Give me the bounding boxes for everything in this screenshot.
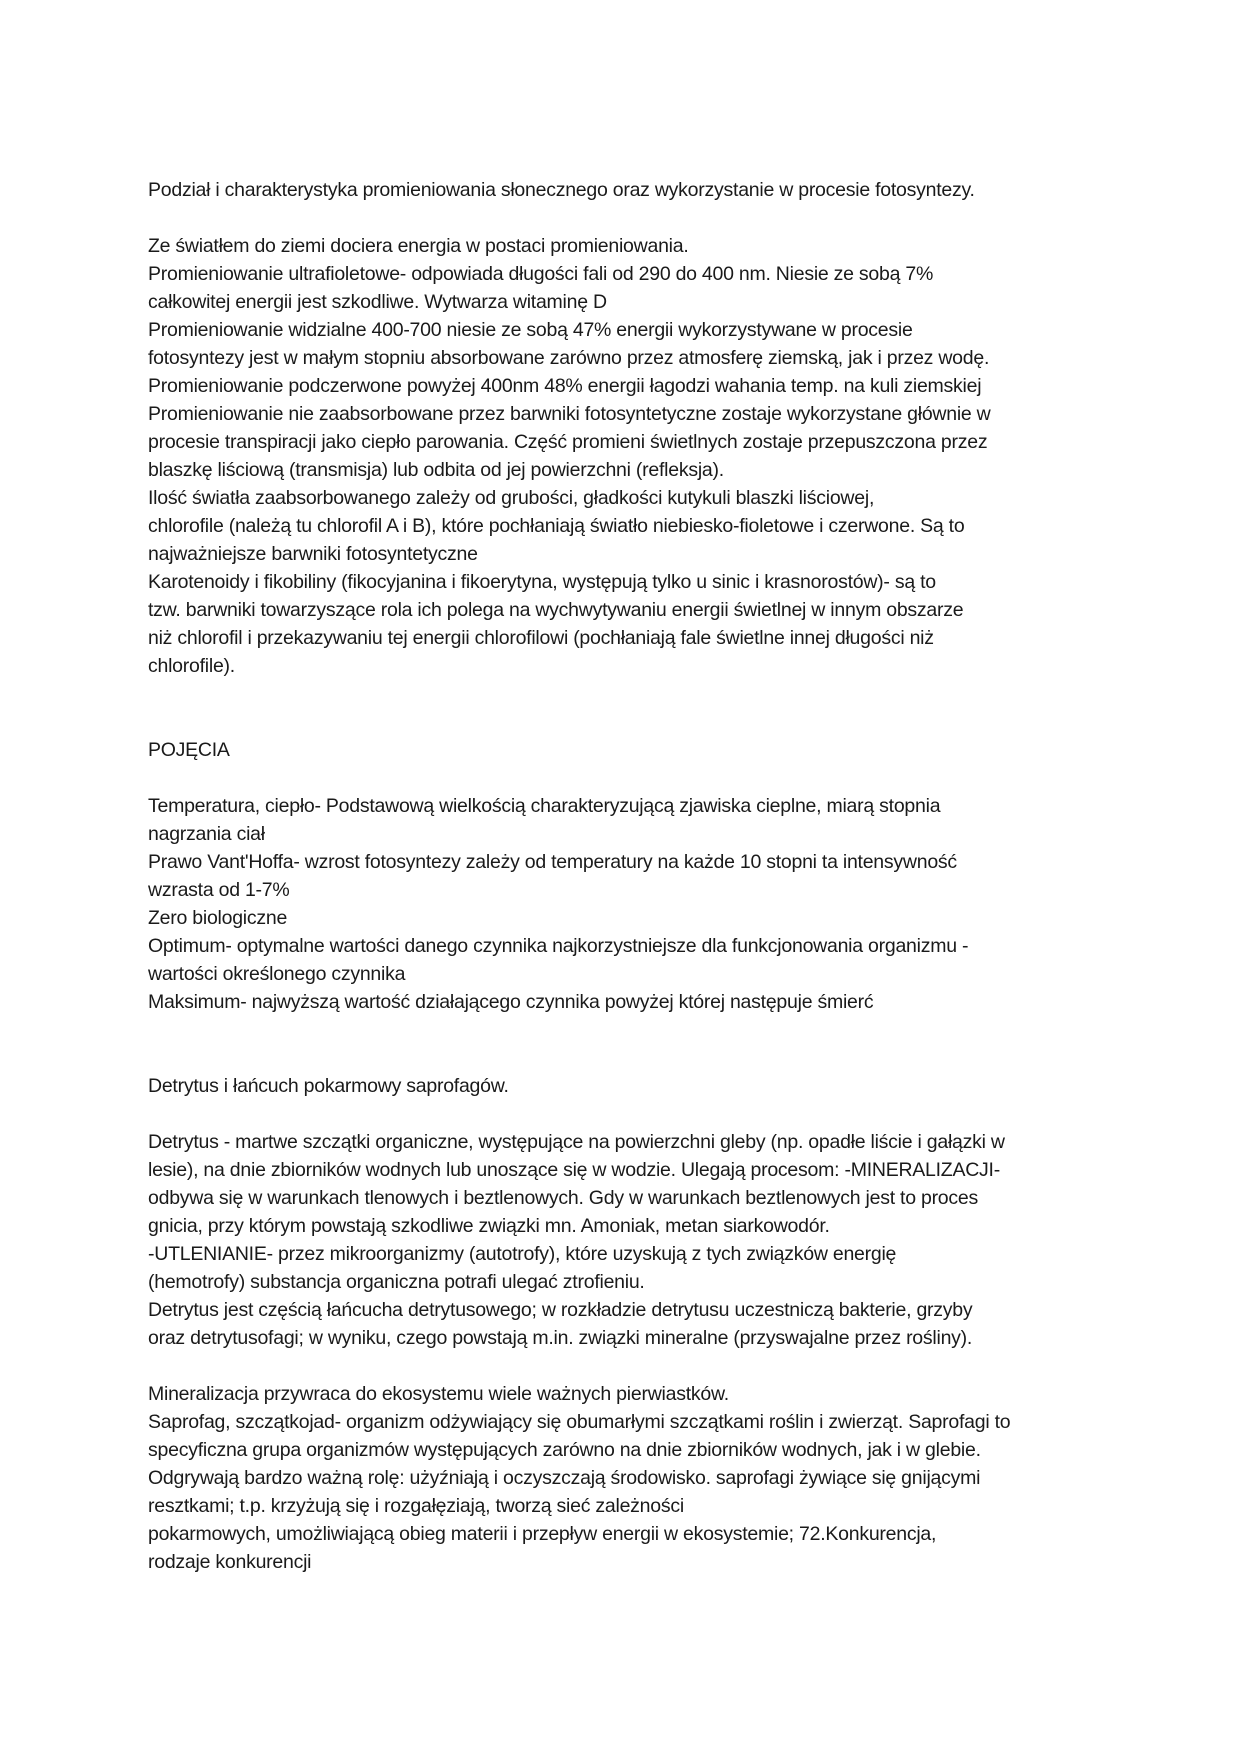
text-line: specyficzna grupa organizmów występujących zarówno na dnie zbiorników wodnych, jak i w glebie. xyxy=(148,1439,981,1461)
spacer xyxy=(148,680,1098,736)
text-line: Mineralizacja przywraca do ekosystemu wiele ważnych pierwiastków. xyxy=(148,1383,729,1405)
spacer xyxy=(148,1100,1098,1128)
text-line: lesie), na dnie zbiorników wodnych lub unoszące się w wodzie. Ulegają procesom: -MINERALIZACJI- xyxy=(148,1159,1000,1181)
spacer xyxy=(148,1352,1098,1380)
text-line: wartości określonego czynnika xyxy=(148,963,406,985)
text-line: pokarmowych, umożliwiającą obieg materii i przepływ energii w ekosystemie; 72.Konkurencja, xyxy=(148,1523,937,1545)
text-line: Promieniowanie nie zaabsorbowane przez barwniki fotosyntetyczne zostaje wykorzystane głównie w xyxy=(148,403,991,425)
text-line: Maksimum- najwyższą wartość działającego czynnika powyżej której następuje śmierć xyxy=(148,991,874,1013)
text-line: wzrasta od 1-7% xyxy=(148,879,290,901)
text-line: Zero biologiczne xyxy=(148,907,288,929)
text-line: Promieniowanie ultrafioletowe- odpowiada długości fali od 290 do 400 nm. Niesie ze sobą 7% xyxy=(148,263,934,285)
section-title-radiation xyxy=(148,176,1098,204)
text-line: Ilość światła zaabsorbowanego zależy od grubości, gładkości kutykuli blaszki liściowej, xyxy=(148,487,875,509)
text-line: Ze światłem do ziemi dociera energia w postaci promieniowania. xyxy=(148,235,689,257)
text-line: Karotenoidy i fikobiliny (fikocyjanina i fikoerytyna, występują tylko u sinic i krasnorostów)- są to xyxy=(148,571,936,593)
text-line: resztkami; t.p. krzyżują się i rozgałęziają, tworzą sieć zależności xyxy=(148,1495,684,1517)
heading-line: Detrytus i łańcuch pokarmowy saprofagów. xyxy=(148,1075,509,1097)
spacer xyxy=(148,1016,1098,1072)
text-line: Podział i charakterystyka promieniowania słonecznego oraz wykorzystanie w procesie fotosyntezy. xyxy=(148,179,975,201)
text-line: Detrytus jest częścią łańcucha detrytusowego; w rozkładzie detrytusu uczestniczą bakterie, grzyby xyxy=(148,1299,973,1321)
text-line: procesie transpiracji jako ciepło parowania. Część promieni świetlnych zostaje przepuszczona przez xyxy=(148,431,988,453)
text-line: Promieniowanie podczerwone powyżej 400nm 48% energii łagodzi wahania temp. na kuli ziemskiej xyxy=(148,375,982,397)
text-line: chlorofile (należą tu chlorofil A i B), które pochłaniają światło niebiesko-fioletowe i czerwone. Są to xyxy=(148,515,965,537)
paragraph-radiation xyxy=(148,232,1098,680)
text-line: rodzaje konkurencji xyxy=(148,1551,312,1573)
text-line: fotosyntezy jest w małym stopniu absorbowane zarówno przez atmosferę ziemską, jak i przez wodę. xyxy=(148,347,990,369)
text-line: odbywa się w warunkach tlenowych i beztlenowych. Gdy w warunkach beztlenowych jest to proces xyxy=(148,1187,979,1209)
text-line: chlorofile). xyxy=(148,655,235,677)
paragraph-saprophages xyxy=(148,1380,1098,1576)
text-line: Saprofag, szczątkojad- organizm odżywiający się obumarłymi szczątkami roślin i zwierząt. Saprofagi to xyxy=(148,1411,1011,1433)
document-body xyxy=(148,176,1098,1576)
text-line: Optimum- optymalne wartości danego czynnika najkorzystniejsze dla funkcjonowania organizmu - xyxy=(148,935,969,957)
spacer xyxy=(148,204,1098,232)
text-line: Prawo Vant'Hoffa- wzrost fotosyntezy zależy od temperatury na każde 10 stopni ta intensywność xyxy=(148,851,957,873)
heading-line: POJĘCIA xyxy=(148,739,230,761)
section-title-detritus xyxy=(148,1072,1098,1100)
text-line: oraz detrytusofagi; w wyniku, czego powstają m.in. związki mineralne (przyswajalne przez rośliny). xyxy=(148,1327,973,1349)
text-line: blaszkę liściową (transmisja) lub odbita od jej powierzchni (refleksja). xyxy=(148,459,724,481)
spacer xyxy=(148,764,1098,792)
text-line: nagrzania ciał xyxy=(148,823,265,845)
text-line: Odgrywają bardzo ważną rolę: użyźniają i oczyszczają środowisko. saprofagi żywiące się gnijącymi xyxy=(148,1467,981,1489)
paragraph-concepts xyxy=(148,792,1098,1016)
text-line: najważniejsze barwniki fotosyntetyczne xyxy=(148,543,478,565)
text-line: Promieniowanie widzialne 400-700 niesie ze sobą 47% energii wykorzystywane w procesie xyxy=(148,319,913,341)
text-line: Detrytus - martwe szczątki organiczne, występujące na powierzchni gleby (np. opadłe liście i gałązki w xyxy=(148,1131,1005,1153)
text-line: (hemotrofy) substancja organiczna potrafi ulegać ztrofieniu. xyxy=(148,1271,645,1293)
text-line: -UTLENIANIE- przez mikroorganizmy (autotrofy), które uzyskują z tych związków energię xyxy=(148,1243,897,1265)
text-line: Temperatura, ciepło- Podstawową wielkością charakteryzującą zjawiska cieplne, miarą stopnia xyxy=(148,795,941,817)
text-line: niż chlorofil i przekazywaniu tej energii chlorofilowi (pochłaniają fale świetlne innej długości niż xyxy=(148,627,934,649)
text-line: całkowitej energii jest szkodliwe. Wytwarza witaminę D xyxy=(148,291,607,313)
text-line: tzw. barwniki towarzyszące rola ich polega na wychwytywaniu energii świetlnej w innym obszarze xyxy=(148,599,964,621)
section-heading-concepts xyxy=(148,736,1098,764)
paragraph-detritus xyxy=(148,1128,1098,1352)
text-line: gnicia, przy którym powstają szkodliwe związki mn. Amoniak, metan siarkowodór. xyxy=(148,1215,830,1237)
